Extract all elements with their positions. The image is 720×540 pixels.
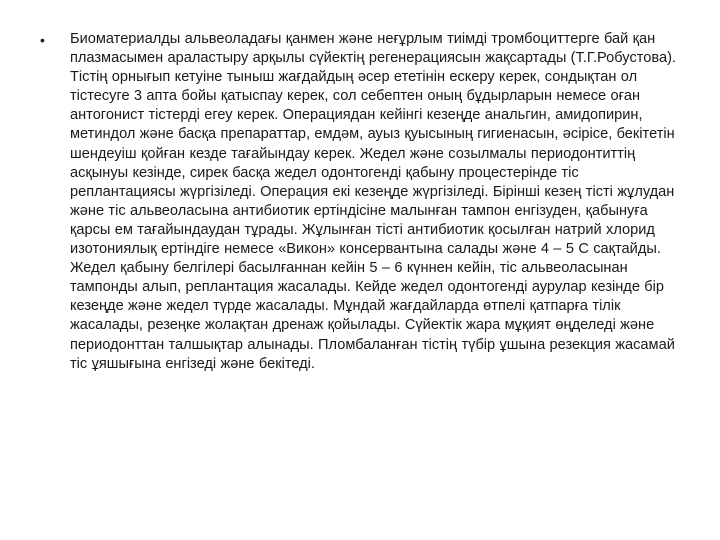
body-paragraph: Биоматериалды альвеоладағы қанмен және неғұрлым тиімді тромбоциттерге бай қан плазмасымен араластыру арқылы сүйектің регенерациясын жақсартады (Т.Г.Робустова). Тістің орнығып кетуіне тыныш жағдайдың әсер ететінін ескеру керек, сондықтан ол тістесуге 3 апта бойы қатыспау керек, сол себептен оның бұдырларын немесе оған антогонист тістерді егеу керек. Операциядан кейінгі кезеңде анальгин, амидопирин, метиндол және басқа препараттар, емдәм, ауыз қуысының гигиенасын, әсірісе, бекітетін шендеуіш қойған кезде тағайындау керек. Жедел және созылмалы периодонтиттің асқынуы кезінде, сирек басқа жедел одонтогенді қабыну процестерінде тіс реплантациясы жүргізіледі. Операция екі кезеңде жүргізіледі. Бірінші кезең тісті жұлудан және тіс альвеоласына антибиотик ертіндісіне малынған тампон енгізуден, қабынуға қарсы ем тағайындаудан тұрады. Жұлынған тісті антибиотик қосылған натрий хлорид изотониялық ертіндіге немесе «Викон» консервантына салады және 4 – 5 С сақтайды. Жедел қабыну белгілері басылғаннан кейін 5 – 6 күннен кейін, тіс альвеоласынан тампонды алып, реплантация жасалады. Кейде жедел одонтогенді аурулар кезінде бір кезеңде және жедел түрде жасалады. Мұндай жағдайларда өтпелі қатпарға тілік жасалады, резеңке жолақтан дренаж қойылады. Сүйектік жара мұқият өңделеді және периодонттан талшықтар алынады. Пломбаланған тістің түбір ұшына резекция жасамай тіс ұяшығына енгізеді және бекітеді. [70, 31, 676, 372]
bullet-point-icon: • [40, 32, 45, 48]
bullet-item [40, 30, 680, 374]
